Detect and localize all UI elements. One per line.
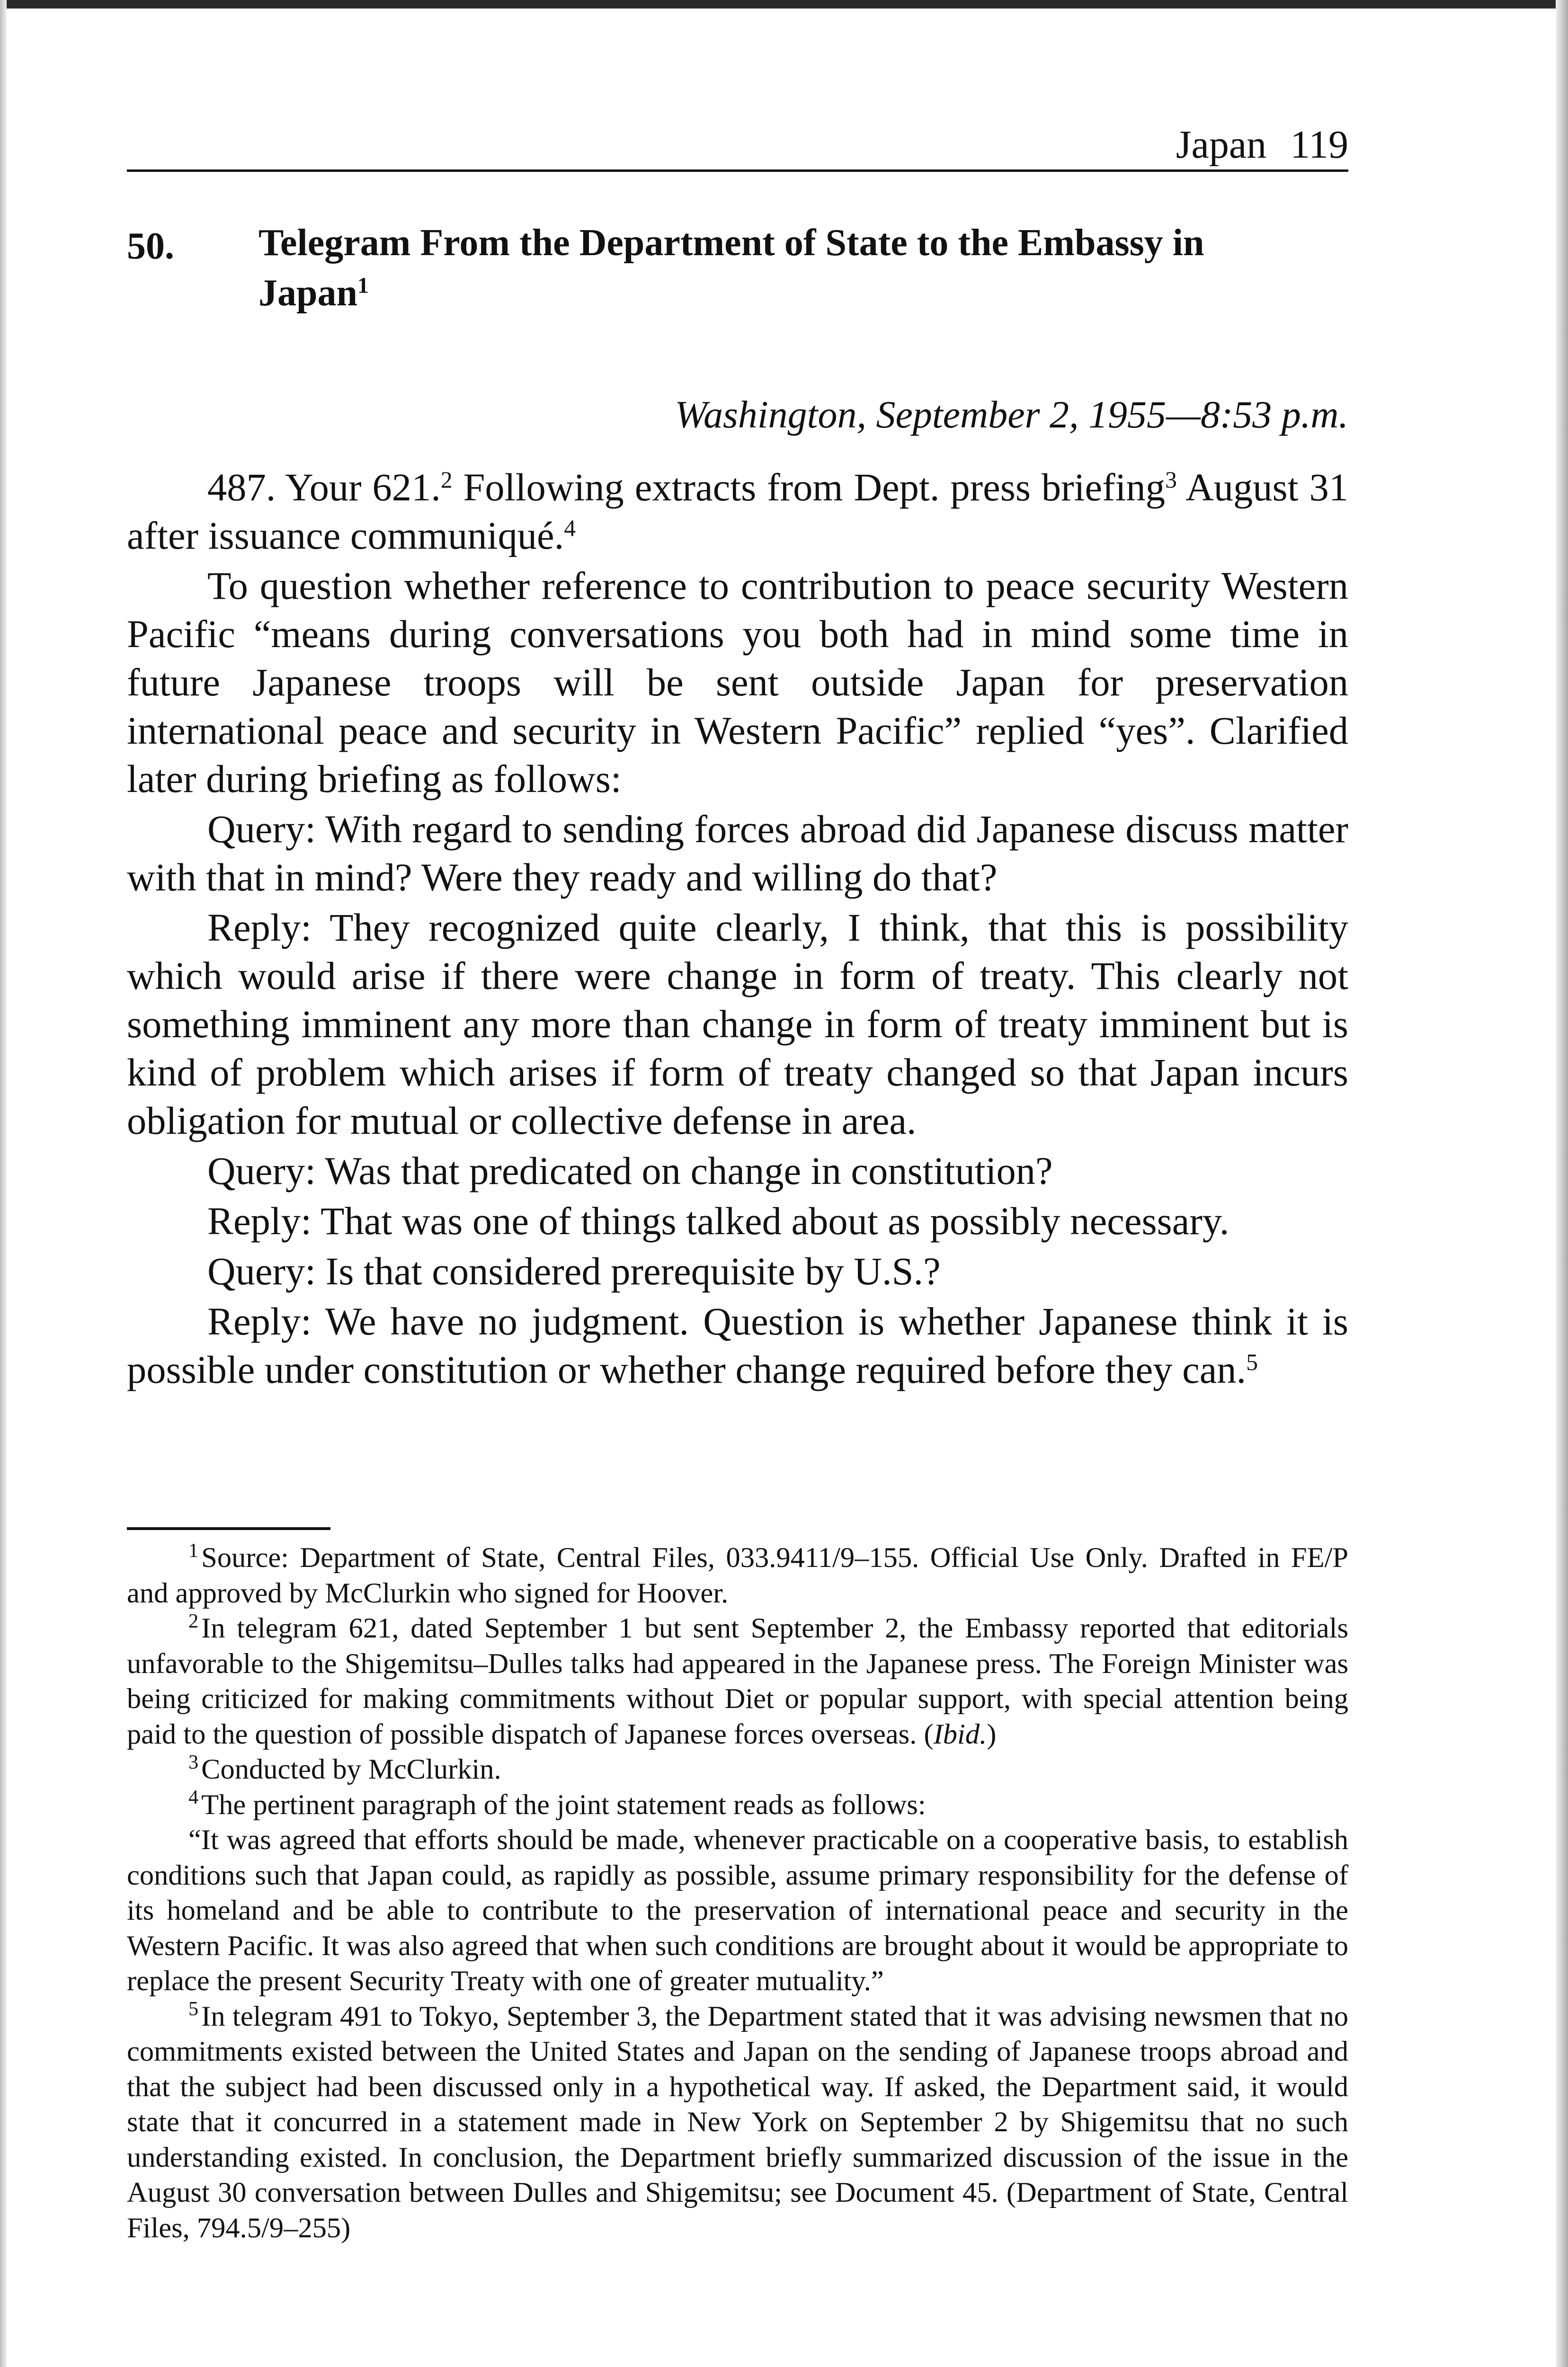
body-paragraph-reply-1: Reply: They recognized quite clearly, I think, that this is possibility which would arise if there were change in form of treaty. This clearly not something imminent any more than change in form of treaty imminent but is kind of problem which arises if form of treaty changed so that Japan incurs obligation for mutual or collective defense in area. (127, 906, 1348, 1142)
footnote-4-text: The pertinent paragraph of the joint statement reads as follows: (201, 1789, 926, 1821)
body-paragraph-reply-3 (127, 1297, 1348, 1394)
footnote-2-end: ) (987, 1718, 997, 1750)
footnote-2-text: In telegram 621, dated September 1 but sent September 2, the Embassy reported that editorials unfavorable to the Shigemitsu–Dulles talks had appeared in the Japanese press. The Foreign Minister was being criticized for making commitments without Diet or popular support, with special attention being paid to the question of possible dispatch of Japanese forces overseas. ( (127, 1612, 1348, 1750)
footnote-3 (127, 1752, 1348, 1788)
telegram-body (127, 463, 1348, 1396)
page-number: 119 (1290, 123, 1348, 167)
body-paragraph-query-1: Query: With regard to sending forces abroad did Japanese discuss matter with that in mind? Were they ready and willing do that? (127, 807, 1348, 899)
footnote-ref-4: 4 (564, 515, 576, 541)
header-rule (127, 169, 1348, 172)
body-paragraph-reply-2: Reply: That was one of things talked about as possibly necessary. (207, 1199, 1229, 1243)
footnote-5 (127, 1999, 1348, 2246)
footnote-3-text: Conducted by McClurkin. (201, 1753, 501, 1785)
scan-left-edge (0, 0, 7, 2367)
footnote-2-mark: 2 (188, 1610, 199, 1632)
body-paragraph-1 (127, 463, 1348, 560)
running-head (1176, 122, 1348, 168)
footnote-rule (127, 1527, 330, 1530)
body-p8-text: Reply: We have no judgment. Question is whether Japanese think it is possible under constitution or whether change required before they can. (127, 1299, 1348, 1391)
running-title: Japan (1176, 123, 1267, 167)
document-title (258, 218, 1314, 318)
footnote-ref-2: 2 (440, 466, 453, 493)
footnote-ref-3: 3 (1165, 466, 1177, 493)
footnote-5-mark: 5 (188, 1998, 199, 2020)
dateline: Washington, September 2, 1955—8:53 p.m. (675, 393, 1348, 436)
footnote-1 (127, 1540, 1348, 1611)
footnote-2 (127, 1611, 1348, 1752)
footnote-4-quote: “It was agreed that efforts should be made, whenever practicable on a cooperative basis, to establish conditions such that Japan could, as rapidly as possible, assume primary responsibility for the defense of its homeland and be able to contribute to the preservation of international peace and security in the Western Pacific. It was also agreed that when such conditions are brought about it would be appropriate to replace the present Security Treaty with one of greater mutuality.” (127, 1824, 1348, 1997)
footnote-ref-1: 1 (357, 273, 369, 298)
footnote-4-mark: 4 (188, 1786, 199, 1809)
body-paragraph-2: To question whether reference to contribution to peace security Western Pacific “means during conversations you both had in mind some time in future Japanese troops will be sent outside Japan for preservation international peace and security in Western Pacific” replied “yes”. Clarified later during briefing as follows: (127, 564, 1348, 801)
document-number: 50. (127, 225, 174, 267)
body-p1-text-b: Following extracts from Dept. press briefing (452, 465, 1166, 509)
scan-top-border (0, 0, 1568, 9)
footnote-4 (127, 1788, 1348, 1823)
footnote-5-text: In telegram 491 to Tokyo, September 3, the Department stated that it was advising newsmen that no commitments existed between the United States and Japan on the sending of Japanese troops abroad and that the subject had been discussed only in a hypothetical way. If asked, the Department said, it would state that it concurred in a statement made in New York on September 2 by Shigemitsu that no such understanding existed. In conclusion, the Department briefly summarized discussion of the issue in the August 30 conversation between Dulles and Shigemitsu; see Document 45. (Department of State, Central Files, 794.5/9–255) (127, 2000, 1348, 2244)
scan-right-edge (1556, 0, 1568, 2367)
footnotes (127, 1540, 1348, 2246)
body-paragraph-query-3: Query: Is that considered prerequisite by U.S.? (207, 1249, 941, 1293)
footnote-ref-5: 5 (1246, 1349, 1258, 1375)
document-title-text: Telegram From the Department of State to the Embassy in Japan (258, 222, 1204, 314)
footnote-1-text: Source: Department of State, Central Files, 033.9411/9–155. Official Use Only. Drafted in FE/P and approved by McClurkin who signed for Hoover. (127, 1542, 1348, 1609)
body-p1-text-c: August 31 after issuance communiqué. (127, 465, 1348, 557)
footnote-3-mark: 3 (188, 1751, 199, 1773)
footnote-2-ibid: Ibid. (933, 1718, 987, 1750)
body-p1-text-a: 487. Your 621. (207, 465, 441, 509)
body-paragraph-query-2: Query: Was that predicated on change in constitution? (207, 1149, 1053, 1192)
footnote-1-mark: 1 (188, 1539, 199, 1562)
